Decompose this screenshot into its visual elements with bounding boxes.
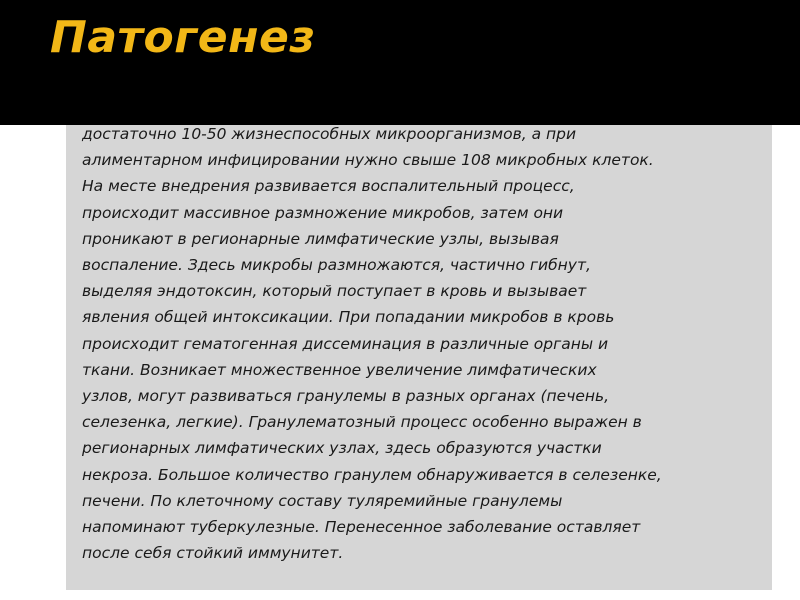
body-line: происходит гематогенная диссеминация в различные органы и — [82, 334, 609, 353]
body-text — [82, 125, 772, 566]
body-line: некроза. Большое количество гранулем обнаруживается в селезенке, — [82, 465, 662, 484]
slide-title: Патогенез — [50, 12, 316, 63]
body-line: после себя стойкий иммунитет. — [82, 544, 344, 563]
body-line: происходит массивное размножение микробов, затем они — [82, 203, 564, 222]
body-line: ткани. Возникает множественное увеличение лимфатических — [82, 360, 597, 379]
content-panel — [66, 125, 772, 590]
title-bar — [0, 0, 800, 125]
body-line: напоминают туберкулезные. Перенесенное заболевание оставляет — [82, 518, 641, 537]
body-line: селезенка, легкие). Гранулематозный процесс особенно выражен в — [82, 413, 642, 432]
body-line: воспаление. Здесь микробы размножаются, частично гибнут, — [82, 256, 591, 275]
body-line: регионарных лимфатических узлах, здесь образуются участки — [82, 439, 602, 458]
body-line: достаточно 10-50 жизнеспособных микроорганизмов, а при — [82, 125, 577, 143]
body-line: проникают в регионарные лимфатические узлы, вызывая — [82, 229, 559, 248]
body-line: явления общей интоксикации. При попадании микробов в кровь — [82, 308, 615, 327]
body-line: выделяя эндотоксин, который поступает в кровь и вызывает — [82, 282, 587, 301]
body-line: узлов, могут развиваться гранулемы в разных органах (печень, — [82, 387, 610, 406]
body-line: алиментарном инфицировании нужно свыше 108 микробных клеток. — [82, 151, 654, 170]
body-line: На месте внедрения развивается воспалительный процесс, — [82, 177, 575, 196]
body-line: печени. По клеточному составу туляремийные гранулемы — [82, 491, 563, 510]
